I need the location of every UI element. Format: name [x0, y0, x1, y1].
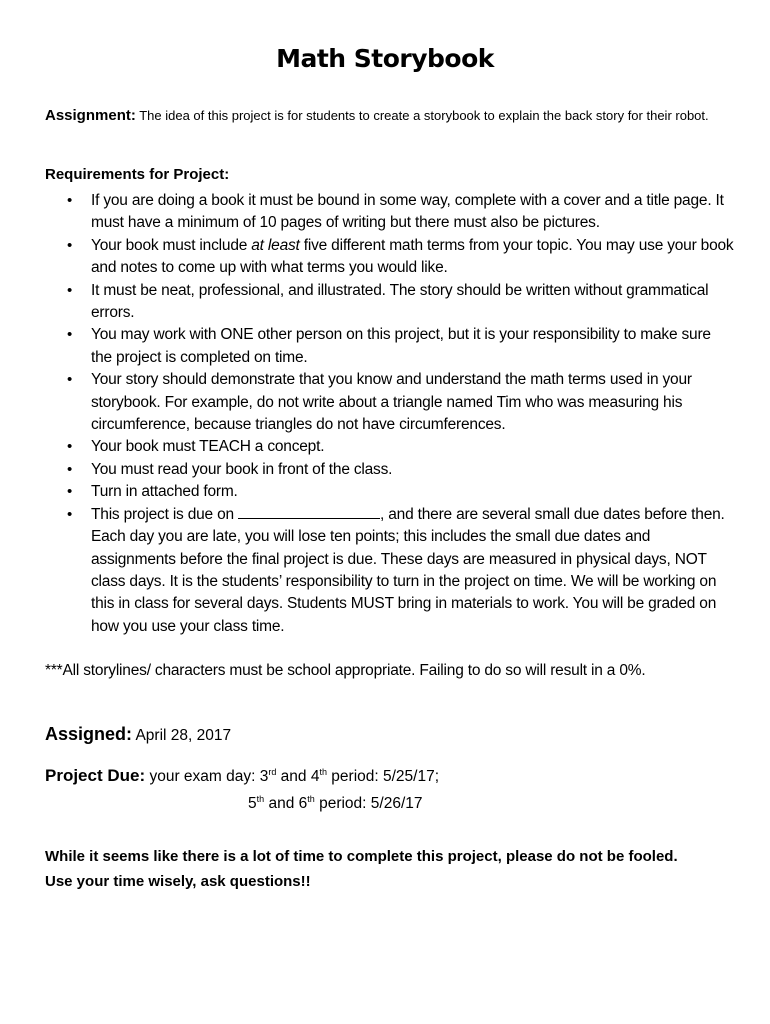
requirements-heading: Requirements for Project:: [45, 166, 230, 183]
requirement-text: It must be neat, professional, and illustrated. The story should be written without grammatical errors.: [91, 281, 709, 322]
project-due-label: Project Due:: [45, 766, 146, 785]
assignment-text: The idea of this project is for students to create a storybook to explain the back story for their robot.: [135, 108, 709, 123]
assigned-value: April 28, 2017: [132, 727, 232, 744]
assigned-date: [45, 724, 231, 745]
ordinal-suffix: th: [319, 767, 327, 777]
warning-line: Use your time wisely, ask questions!!: [45, 873, 311, 890]
requirement-text: This project is due on: [91, 505, 239, 523]
assignment-label: Assignment:: [45, 107, 136, 124]
list-item: [45, 190, 735, 235]
requirement-text: You must read your book in front of the class.: [91, 460, 393, 478]
list-item: [45, 235, 735, 280]
ordinal-suffix: th: [307, 794, 315, 804]
requirement-text: If you are doing a book it must be bound in some way, complete with a cover and a title page. It must have a minimum of 10 pages of writing but there must also be pictures.: [91, 192, 724, 232]
due-text: period: 5/25/17;: [326, 768, 440, 785]
requirement-text: Your story should demonstrate that you know and understand the math terms used in your storybook. For example, do not write about a triangle named Tim who was measuring his circumference, because triangles do not have circumferences.: [91, 371, 692, 434]
page-title: Math Storybook: [276, 44, 494, 73]
due-text: period: 5/26/17: [314, 795, 423, 812]
list-item: [45, 436, 735, 458]
list-item: [45, 481, 735, 503]
assignment-paragraph: [45, 104, 725, 128]
project-due: [45, 766, 439, 786]
time-warning: [45, 844, 745, 894]
due-date-blank: [238, 504, 380, 519]
requirements-list: [45, 190, 735, 638]
requirement-text: Your book must TEACH a concept.: [91, 438, 325, 456]
requirement-text: , and there are several small due dates before then. Each day you are late, you will lose ten points; this includes the small due dates and assignments before the final project is due. These days are measured in physical days, NOT class days. It is the students’ responsibility to turn in the project on time. We will be working on this in class for several days. Students MUST bring in materials to work. You will be graded on how you use your class time.: [91, 505, 725, 635]
due-text: and 6: [264, 795, 308, 812]
due-text: your exam day: 3: [145, 768, 269, 785]
requirement-text: Your book must include: [91, 236, 252, 254]
requirement-text: five different math terms from your topic. You may use your book and notes to come up with what terms you would like.: [91, 236, 734, 277]
project-due-second-line: [248, 794, 423, 813]
requirement-text: Turn in attached form.: [91, 483, 238, 501]
due-text: 5: [248, 795, 257, 812]
appropriateness-note: ***All storylines/ characters must be school appropriate. Failing to do so will result in a 0%.: [45, 662, 646, 679]
emphasis-text: at least: [251, 236, 300, 254]
due-text: and 4: [276, 768, 320, 785]
list-item: [45, 504, 735, 638]
warning-line: While it seems like there is a lot of time to complete this project, please do not be fooled.: [45, 848, 678, 865]
requirement-text: You may work with ONE other person on this project, but it is your responsibility to make sure the project is completed on time.: [91, 326, 711, 366]
list-item: [45, 280, 735, 325]
ordinal-suffix: th: [256, 794, 265, 804]
list-item: [45, 459, 735, 481]
list-item: [45, 369, 735, 436]
assigned-label: Assigned:: [45, 724, 133, 744]
ordinal-suffix: rd: [268, 767, 277, 777]
list-item: [45, 324, 735, 369]
